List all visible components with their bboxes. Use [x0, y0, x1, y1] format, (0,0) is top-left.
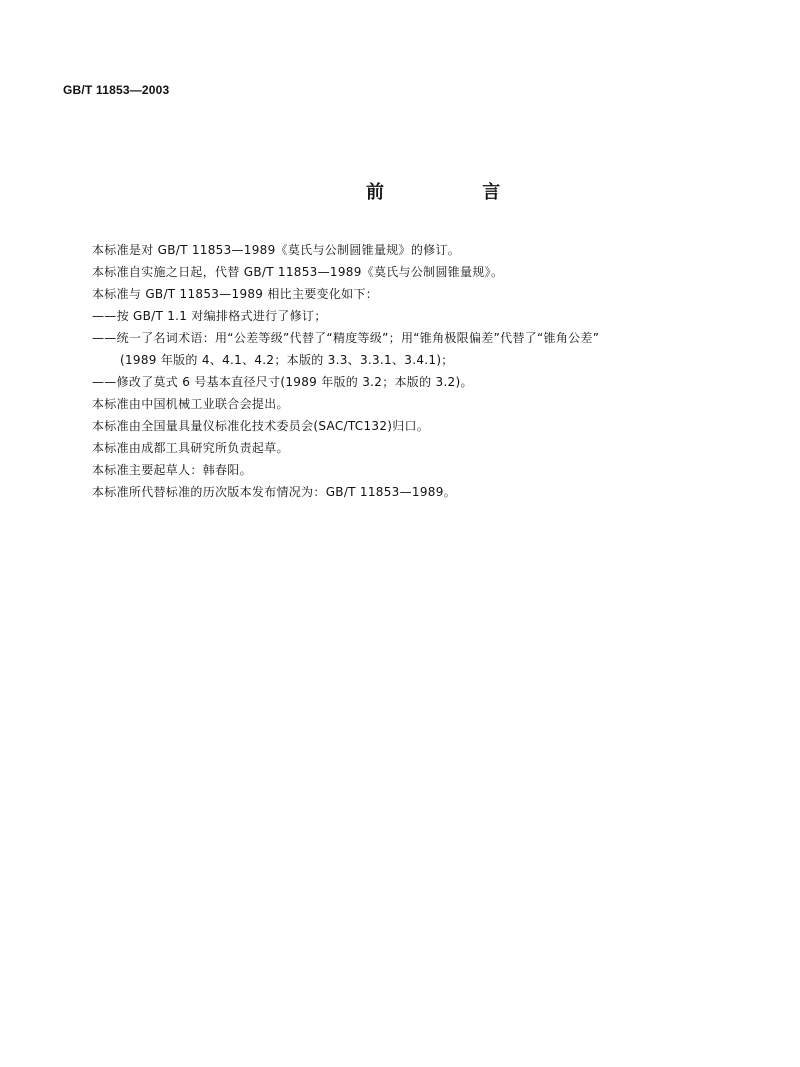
preface-line: 本标准由成都工具研究所负责起草。 — [92, 441, 289, 455]
preface-line: 本标准主要起草人：韩春阳。 — [92, 463, 252, 477]
page-title: 前 言 — [366, 182, 547, 203]
standard-number: GB/T 11853—2003 — [63, 83, 170, 97]
change-item: ——统一了名词术语：用“公差等级”代替了“精度等级”；用“锥角极限偏差”代替了“锥角公差” — [92, 331, 600, 345]
change-item-continuation: (1989 年版的 4、4.1、4.2；本版的 3.3、3.3.1、3.4.1)； — [120, 353, 454, 367]
preface-line: 本标准自实施之日起，代替 GB/T 11853—1989《莫氏与公制圆锥量规》。 — [92, 265, 504, 279]
preface-line: 本标准与 GB/T 11853—1989 相比主要变化如下： — [92, 287, 379, 301]
preface-line: 本标准由全国量具量仪标准化技术委员会(SAC/TC132)归口。 — [92, 419, 430, 433]
change-item: ——按 GB/T 1.1 对编排格式进行了修订； — [92, 309, 327, 323]
preface-line: 本标准由中国机械工业联合会提出。 — [92, 397, 289, 411]
preface-line: 本标准所代替标准的历次版本发布情况为：GB/T 11853—1989。 — [92, 485, 456, 499]
change-item: ——修改了莫式 6 号基本直径尺寸(1989 年版的 3.2；本版的 3.2)。 — [92, 375, 473, 389]
preface-line: 本标准是对 GB/T 11853—1989《莫氏与公制圆锥量规》的修订。 — [92, 243, 461, 257]
preface-body — [0, 239, 800, 503]
